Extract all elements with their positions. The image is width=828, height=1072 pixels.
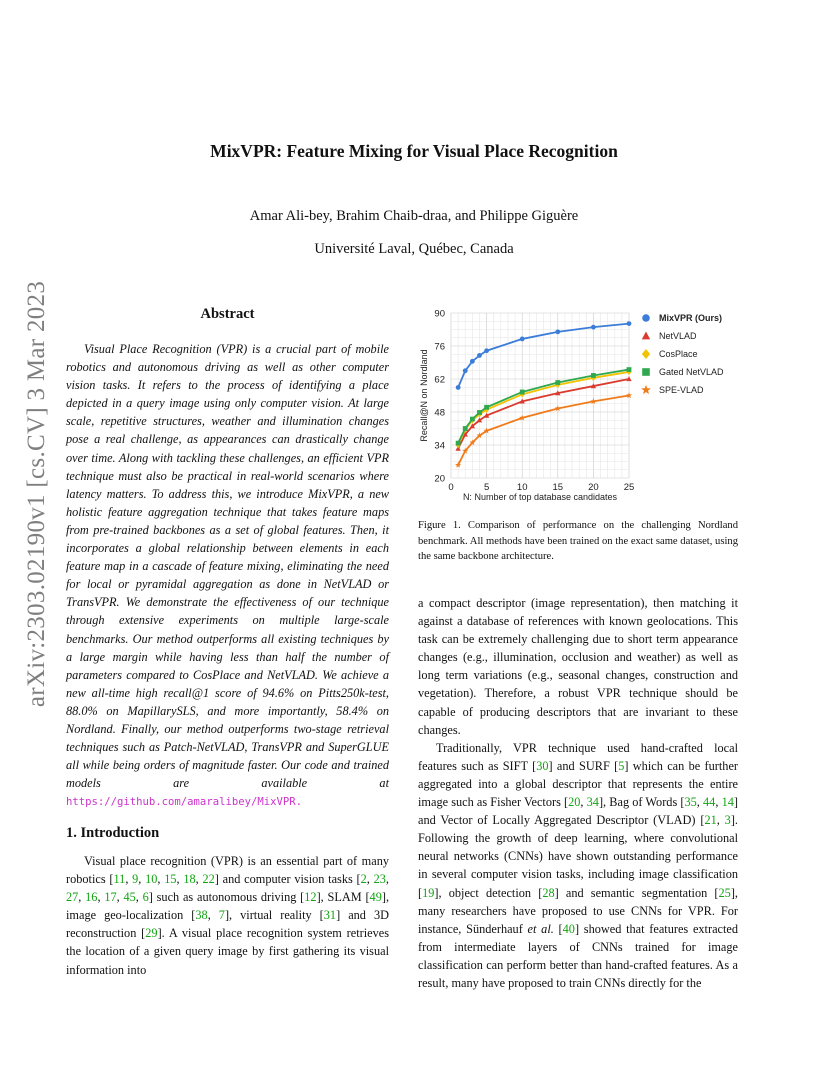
- x-tick-label: 5: [483, 482, 490, 493]
- citation-link[interactable]: 44: [703, 795, 716, 810]
- x-tick-label: 10: [516, 482, 528, 493]
- body-text: ,: [135, 890, 143, 905]
- citation-link[interactable]: 16: [85, 890, 98, 905]
- body-text: ,: [715, 795, 722, 810]
- body-text: ] and 3D reconstruction [: [66, 908, 389, 941]
- data-point: [627, 367, 632, 372]
- citation-link[interactable]: 12: [304, 890, 317, 905]
- citation-link[interactable]: 28: [542, 885, 555, 900]
- body-text: ,: [195, 872, 203, 887]
- arxiv-identifier-text: arXiv:2303.02190v1 [cs.CV] 3 Mar 2023: [23, 280, 50, 708]
- citation-link[interactable]: 18: [183, 872, 196, 887]
- body-text: ] which can be further aggregated into a global descriptor that represents the entire image such as Fisher Vectors [: [418, 758, 738, 810]
- x-axis-label: N: Number of top database candidates: [462, 492, 618, 502]
- citation-link[interactable]: 10: [145, 872, 158, 887]
- body-text: ], many researchers have proposed to use CNNs for VPR. For instance, Sünderhauf: [418, 885, 738, 936]
- legend-label: MixVPR (Ours): [659, 313, 723, 323]
- body-text: ] showed that features extracted from intermediate layers of CNNs trained for image classification can perform better than hand-crafted features. As a result, many have proposed to train CNNs directly for the: [418, 921, 739, 990]
- abstract-text: Visual Place Recognition (VPR) is a crucial part of mobile robotics and autonomous driving as well as other computer vision tasks. It refers to the process of identifying a place depicted in a query image using only computer vision. At large scale, repetitive structures, weather and illumination changes pose a real challenge, as appearances can drastically change over time. Along with tackling these challenges, an efficient VPR technique must also be practical in real-world scenarios where latency matters. To address this, we introduce MixVPR, a new holistic feature aggregation technique that takes feature maps from pre-trained backbones as a set of global features. Then, it incorporates a global relationship between elements in each feature map in a cascade of feature mixing, eliminating the need for local or pyramidal aggregation as done in NetVLAD or TransVPR. We demonstrate the effectiveness of our technique through extensive experiments on multiple large-scale benchmarks. Our method outperforms all existing techniques by a large margin while having less than half the number of parameters compared to CosPlace and NetVLAD. We achieve a new all-time high recall@1 score of 94.6% on Pitts250k-test, 88.0% on MapillarySLS, and more importantly, 58.4% on Nordland. Finally, our method outperforms two-stage retrieval techniques such as Patch-NetVLAD, TransVPR and SuperGLUE all while being orders of magnitude faster. Our code and trained models are available at: [66, 342, 389, 791]
- legend-label: Gated NetVLAD: [659, 367, 724, 377]
- citation-link[interactable]: 22: [202, 872, 215, 887]
- legend-marker: [642, 331, 650, 339]
- data-point: [520, 390, 525, 395]
- body-text: ,: [138, 872, 146, 887]
- body-text: ], SLAM [: [316, 890, 370, 905]
- right-paragraph-2: [418, 739, 738, 992]
- citation-link[interactable]: 20: [568, 795, 581, 810]
- citation-link[interactable]: 27: [66, 890, 79, 905]
- body-text: Visual place recognition (VPR) is an essential part of many robotics [: [66, 854, 389, 887]
- data-point: [591, 373, 596, 378]
- right-column-text: [418, 594, 738, 992]
- data-point: [591, 325, 596, 330]
- right-paragraph-1: [418, 594, 738, 739]
- citation-link[interactable]: 29: [145, 926, 158, 941]
- abstract-section: [66, 306, 389, 811]
- y-tick-label: 76: [434, 341, 445, 353]
- body-text: ,: [97, 890, 105, 905]
- legend-marker: [641, 385, 651, 394]
- body-text: ,: [385, 872, 389, 887]
- citation-link[interactable]: 40: [562, 921, 575, 936]
- citation-link[interactable]: 35: [684, 795, 697, 810]
- introduction-section: [66, 852, 389, 979]
- citation-link[interactable]: 45: [123, 890, 136, 905]
- citation-link[interactable]: 38: [195, 908, 208, 923]
- abstract-body: [66, 340, 389, 811]
- citation-link[interactable]: 15: [164, 872, 177, 887]
- body-text: ], image geo-localization [: [66, 890, 390, 923]
- citation-link[interactable]: 31: [323, 908, 337, 923]
- legend-label: SPE-VLAD: [659, 385, 704, 395]
- legend-label: CosPlace: [659, 349, 698, 359]
- data-point: [477, 410, 482, 415]
- legend-label: NetVLAD: [659, 331, 697, 341]
- citation-link[interactable]: 7: [218, 908, 225, 923]
- y-tick-label: 62: [434, 374, 445, 386]
- body-text: ]. A visual place recognition system retrieves the location of a given query image by first gathering its visual information into: [66, 926, 389, 977]
- citation-link[interactable]: 5: [618, 758, 625, 773]
- citation-link[interactable]: 9: [132, 872, 139, 887]
- citation-link[interactable]: 25: [718, 885, 731, 900]
- body-text: ,: [580, 795, 587, 810]
- citation-link[interactable]: 19: [422, 885, 435, 900]
- body-text: [: [553, 921, 563, 936]
- paper-affiliation: Université Laval, Québec, Canada: [314, 241, 514, 257]
- citation-link[interactable]: 6: [142, 890, 149, 905]
- body-text: ] such as autonomous driving [: [148, 890, 305, 905]
- body-text: ], Bag of Words [: [598, 795, 685, 810]
- x-tick-label: 15: [552, 482, 564, 493]
- recall-chart: [418, 300, 742, 510]
- citation-link[interactable]: 14: [721, 795, 734, 810]
- data-point: [470, 417, 475, 422]
- x-tick-label: 0: [448, 482, 454, 493]
- citation-link[interactable]: 23: [373, 872, 386, 887]
- citation-link[interactable]: 17: [104, 890, 117, 905]
- body-text: ,: [116, 890, 124, 905]
- body-text: ,: [157, 872, 165, 887]
- body-text: ] and SURF [: [548, 758, 619, 773]
- body-text: ,: [78, 890, 86, 905]
- y-tick-label: 20: [434, 473, 445, 485]
- data-point: [555, 329, 560, 334]
- y-tick-label: 34: [434, 440, 445, 452]
- body-text: ] and Vector of Locally Aggregated Descriptor (VLAD) [: [418, 795, 738, 828]
- legend-marker: [642, 314, 650, 322]
- body-text: a compact descriptor (image representation), then matching it against a database of references with known geolocations. This task can be extremely challenging due to short term appearance changes (e.g., illumination, occlusion and weather) as well as long term variations (e.g., seasonal changes, construction and vegetation). Therefore, a robust VPR technique should be capable of producing descriptors that are invariant to these changes.: [418, 596, 738, 737]
- citation-link[interactable]: 34: [586, 795, 599, 810]
- data-point: [463, 368, 468, 373]
- figure-caption: Figure 1. Comparison of performance on the challenging Nordland benchmark. All methods have been trained on the exact same dataset, using the same backbone architecture.: [418, 520, 738, 563]
- citation-link[interactable]: 49: [369, 890, 382, 905]
- data-point: [484, 405, 489, 410]
- x-tick-label: 20: [588, 482, 599, 493]
- y-tick-label: 90: [434, 308, 445, 320]
- legend-marker: [642, 349, 650, 359]
- body-text: ,: [125, 872, 133, 887]
- data-point: [484, 348, 489, 353]
- code-repository-link[interactable]: https://github.com/amaralibey/MixVPR.: [66, 796, 302, 809]
- introduction-paragraph: [66, 852, 389, 979]
- body-text: ,: [696, 795, 704, 810]
- data-point: [555, 380, 560, 385]
- data-point: [456, 441, 461, 446]
- data-point: [470, 359, 475, 364]
- data-point: [463, 426, 468, 431]
- italic-text: et al.: [527, 921, 554, 936]
- paper-title: MixVPR: Feature Mixing for Visual Place Recognition: [210, 141, 618, 161]
- legend-marker: [642, 368, 650, 376]
- arxiv-identifier: [22, 280, 52, 708]
- body-text: ]. Following the growth of deep learning, where convolutional neural networks (CNNs) have shown outstanding performance in several computer vision tasks, including image classification [: [418, 813, 738, 900]
- figure-1: [418, 300, 742, 510]
- data-point: [627, 321, 632, 326]
- body-text: ,: [176, 872, 184, 887]
- body-text: ,: [716, 813, 725, 828]
- data-point: [520, 337, 525, 342]
- body-text: ], object detection [: [434, 885, 543, 900]
- x-tick-label: 25: [623, 482, 635, 493]
- body-text: Traditionally, VPR technique used hand-crafted local features such as SIFT [: [418, 740, 738, 773]
- body-text: ] and semantic segmentation [: [554, 885, 719, 900]
- body-text: ,: [366, 872, 374, 887]
- citation-link[interactable]: 30: [536, 758, 549, 773]
- body-text: ] and computer vision tasks [: [214, 872, 361, 887]
- citation-link[interactable]: 11: [113, 872, 126, 887]
- citation-link[interactable]: 2: [360, 872, 367, 887]
- paper-authors: Amar Ali-bey, Brahim Chaib-draa, and Philippe Giguère: [249, 208, 579, 224]
- citation-link[interactable]: 21: [704, 813, 717, 828]
- body-text: ], virtual reality [: [224, 908, 324, 923]
- y-axis-label: Recall@N on Nordland: [419, 349, 429, 442]
- body-text: ,: [207, 908, 219, 923]
- y-tick-label: 48: [434, 407, 445, 419]
- citation-link[interactable]: 3: [724, 813, 731, 828]
- data-point: [456, 385, 461, 390]
- introduction-heading: 1. Introduction: [66, 825, 160, 841]
- abstract-heading: Abstract: [200, 306, 255, 322]
- data-point: [477, 353, 482, 358]
